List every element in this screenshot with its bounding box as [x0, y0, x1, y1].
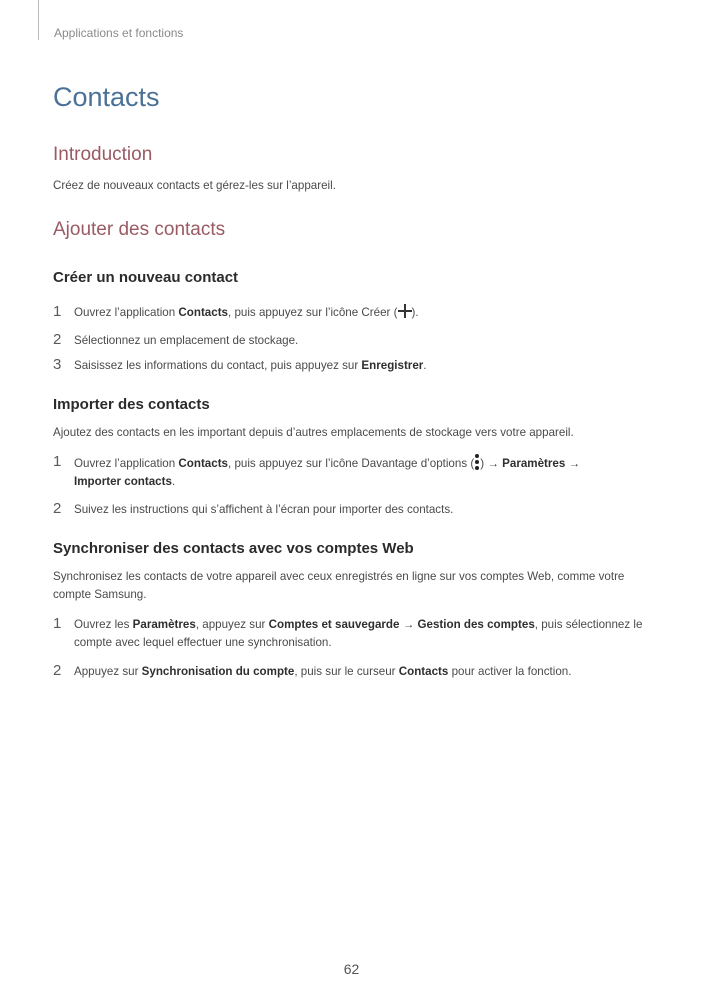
import-step-1: 1 Ouvrez l’application Contacts, puis appuyez sur l’icône Davantage d’options ( ) → Paramètres → Importer contacts.	[53, 453, 581, 488]
sync-step-1: 1 Ouvrez les Paramètres, appuyez sur Comptes et sauvegarde → Gestion des comptes, puis sélectionnez le compte avec lequel effectuer une synchronisation.	[53, 615, 643, 649]
add-contacts-heading: Ajouter des contacts	[53, 219, 226, 240]
import-step-2: 2 Suivez les instructions qui s’affichent à l’écran pour importer des contacts.	[53, 500, 454, 517]
create-step-1: 1 Ouvrez l’application Contacts, puis appuyez sur l’icône Créer ( ).	[53, 303, 419, 320]
step-number: 1	[53, 303, 62, 320]
arrow-right-icon: →	[402, 618, 415, 631]
running-header: Applications et fonctions	[54, 26, 184, 40]
introduction-text: Créez de nouveaux contacts et gérez-les sur l’appareil.	[53, 179, 336, 192]
settings-label: Paramètres	[502, 457, 566, 470]
margin-rule	[38, 0, 39, 40]
step-number: 2	[53, 331, 62, 348]
page-number: 62	[343, 961, 360, 977]
manage-accounts-label: Gestion des comptes	[417, 618, 535, 631]
introduction-heading: Introduction	[53, 144, 153, 165]
account-sync-label: Synchronisation du compte	[141, 665, 295, 678]
contacts-app-label: Contacts	[178, 306, 229, 319]
import-contacts-label: Importer contacts	[74, 475, 172, 488]
save-label: Enregistrer	[361, 359, 424, 372]
sync-contacts-text: Synchronisez les contacts de votre appareil avec ceux enregistrés en ligne sur vos comptes Web, comme votre compte Samsung.	[53, 570, 625, 601]
page-title: Contacts	[53, 82, 160, 112]
arrow-right-icon: →	[568, 457, 581, 470]
create-step-3: 3 Saisissez les informations du contact, puis appuyez sur Enregistrer.	[53, 356, 427, 373]
step-number: 2	[53, 500, 62, 517]
settings-label: Paramètres	[132, 618, 196, 631]
step-number: 2	[53, 662, 62, 679]
contacts-switch-label: Contacts	[398, 665, 449, 678]
sync-step-2: 2 Appuyez sur Synchronisation du compte, puis sur le curseur Contacts pour activer la fonction.	[53, 662, 572, 679]
create-contact-heading: Créer un nouveau contact	[53, 269, 239, 286]
step-number: 3	[53, 356, 62, 373]
more-options-icon	[474, 454, 480, 470]
import-contacts-heading: Importer des contacts	[53, 396, 210, 413]
create-step-2: 2 Sélectionnez un emplacement de stockage.	[53, 331, 299, 348]
sync-contacts-heading: Synchroniser des contacts avec vos comptes Web	[53, 540, 414, 557]
import-contacts-text: Ajoutez des contacts en les important depuis d’autres emplacements de stockage vers votre appareil.	[53, 426, 574, 439]
accounts-backup-label: Comptes et sauvegarde	[268, 618, 400, 631]
plus-icon	[398, 304, 412, 318]
step-number: 1	[53, 615, 62, 632]
arrow-right-icon: →	[487, 457, 499, 470]
step-number: 1	[53, 453, 62, 470]
